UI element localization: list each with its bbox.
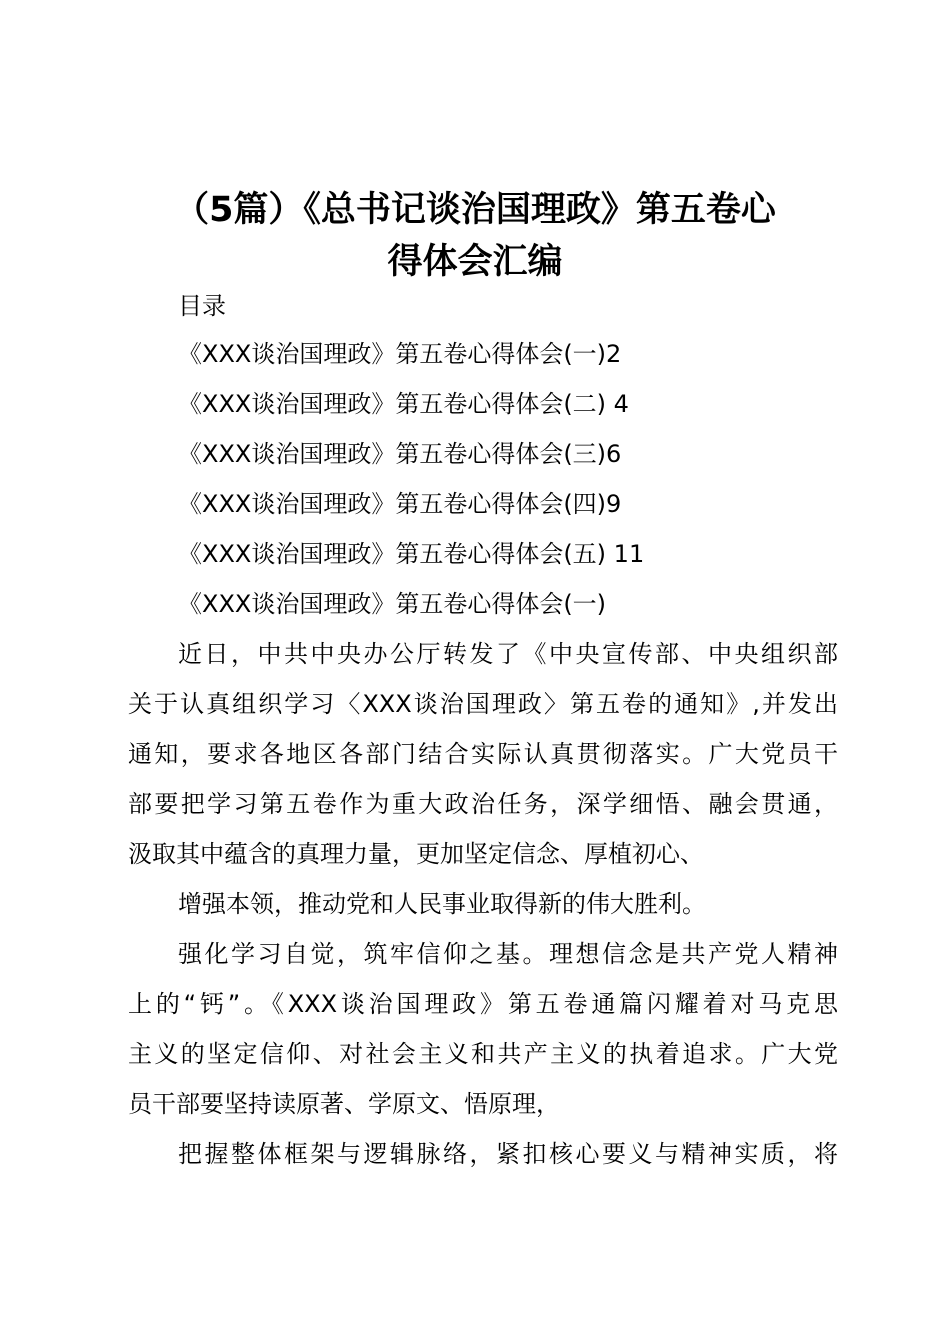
paragraph-line: 近日，中共中央办公厅转发了《中央宣传部、中央组织部 [178, 640, 838, 668]
paragraph-line: 增强本领，推动党和人民事业取得新的伟大胜利。 [178, 890, 706, 918]
table-of-contents [178, 336, 644, 586]
document-title [80, 184, 870, 288]
toc-item: 《XXX谈治国理政》第五卷心得体会(五) 11 [178, 540, 645, 568]
title-line-1: （5篇）《总书记谈治国理政》第五卷心 [174, 190, 776, 230]
toc-heading: 目录 [178, 292, 226, 320]
toc-item: 《XXX谈治国理政》第五卷心得体会(二) 4 [178, 390, 629, 418]
paragraph-line: 上的“钙”。《XXX谈治国理政》第五卷通篇闪耀着对马克思 [128, 990, 838, 1018]
paragraph-4 [128, 1136, 838, 1186]
paragraph-line: 关于认真组织学习〈XXX谈治国理政〉第五卷的通知》,并发出 [128, 690, 838, 718]
paragraph-3 [128, 936, 838, 1136]
paragraph-line: 部要把学习第五卷作为重大政治任务，深学细悟、融会贯通， [128, 790, 838, 818]
toc-item: 《XXX谈治国理政》第五卷心得体会(一)2 [178, 340, 622, 368]
paragraph-1 [128, 636, 838, 886]
paragraph-line: 汲取其中蕴含的真理力量，更加坚定信念、厚植初心、 [128, 840, 704, 868]
paragraph-line: 把握整体框架与逻辑脉络，紧扣核心要义与精神实质，将 [178, 1140, 838, 1168]
paragraph-line: 员干部要坚持读原著、学原文、悟原理， [128, 1090, 560, 1118]
toc-item: 《XXX谈治国理政》第五卷心得体会(四)9 [178, 490, 622, 518]
toc-item: 《XXX谈治国理政》第五卷心得体会(三)6 [178, 440, 622, 468]
paragraph-2 [128, 886, 838, 936]
paragraph-line: 主义的坚定信仰、对社会主义和共产主义的执着追求。广大党 [128, 1040, 838, 1068]
paragraph-line: 强化学习自觉，筑牢信仰之基。理想信念是共产党人精神 [178, 940, 838, 968]
paragraph-line: 通知，要求各地区各部门结合实际认真贯彻落实。广大党员干 [128, 740, 838, 768]
section-heading: 《XXX谈治国理政》第五卷心得体会(一) [178, 590, 607, 618]
body-text [128, 636, 838, 1186]
title-line-2: 得体会汇编 [387, 242, 563, 282]
